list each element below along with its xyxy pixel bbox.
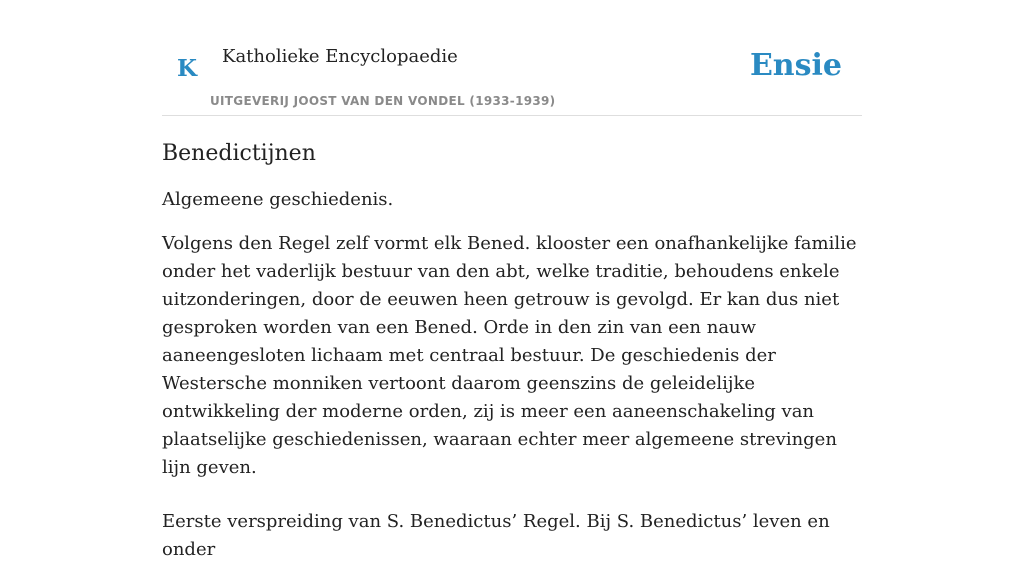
article-title: Benedictijnen — [162, 141, 316, 166]
encyclopedia-logo-icon: K — [177, 55, 197, 82]
encyclopedia-title[interactable]: Katholieke Encyclopaedie — [222, 46, 458, 67]
ensie-home-link[interactable]: Ensie — [749, 48, 842, 83]
page — [162, 0, 862, 564]
article — [162, 140, 862, 564]
publisher-label: UITGEVERIJ JOOST VAN DEN VONDEL (1933-1939) — [210, 94, 556, 108]
article-subtitle: Algemeene geschiedenis. — [162, 188, 394, 210]
article-paragraph: Eerste verspreiding van S. Benedictus’ Regel. Bij S. Benedictus’ leven en onder — [162, 510, 830, 560]
site-header — [162, 0, 862, 116]
article-paragraph: Volgens den Regel zelf vormt elk Bened. klooster een onafhankelijke familie onder het vaderlijk bestuur van den abt, welke traditie, behoudens enkele uitzonderingen, door de eeuwen heen getrouw is gevolgd. Er kan dus niet gesproken worden van een Bened. Orde in den zin van een nauw aaneengesloten lichaam met centraal bestuur. De geschiedenis der Westersche monniken vertoont daarom geenszins de geleidelijke ontwikkeling der moderne orden, zij is meer een aaneenschakeling van plaatselijke geschiedenissen, waaraan echter meer algemeene strevingen lijn geven. — [162, 232, 857, 478]
